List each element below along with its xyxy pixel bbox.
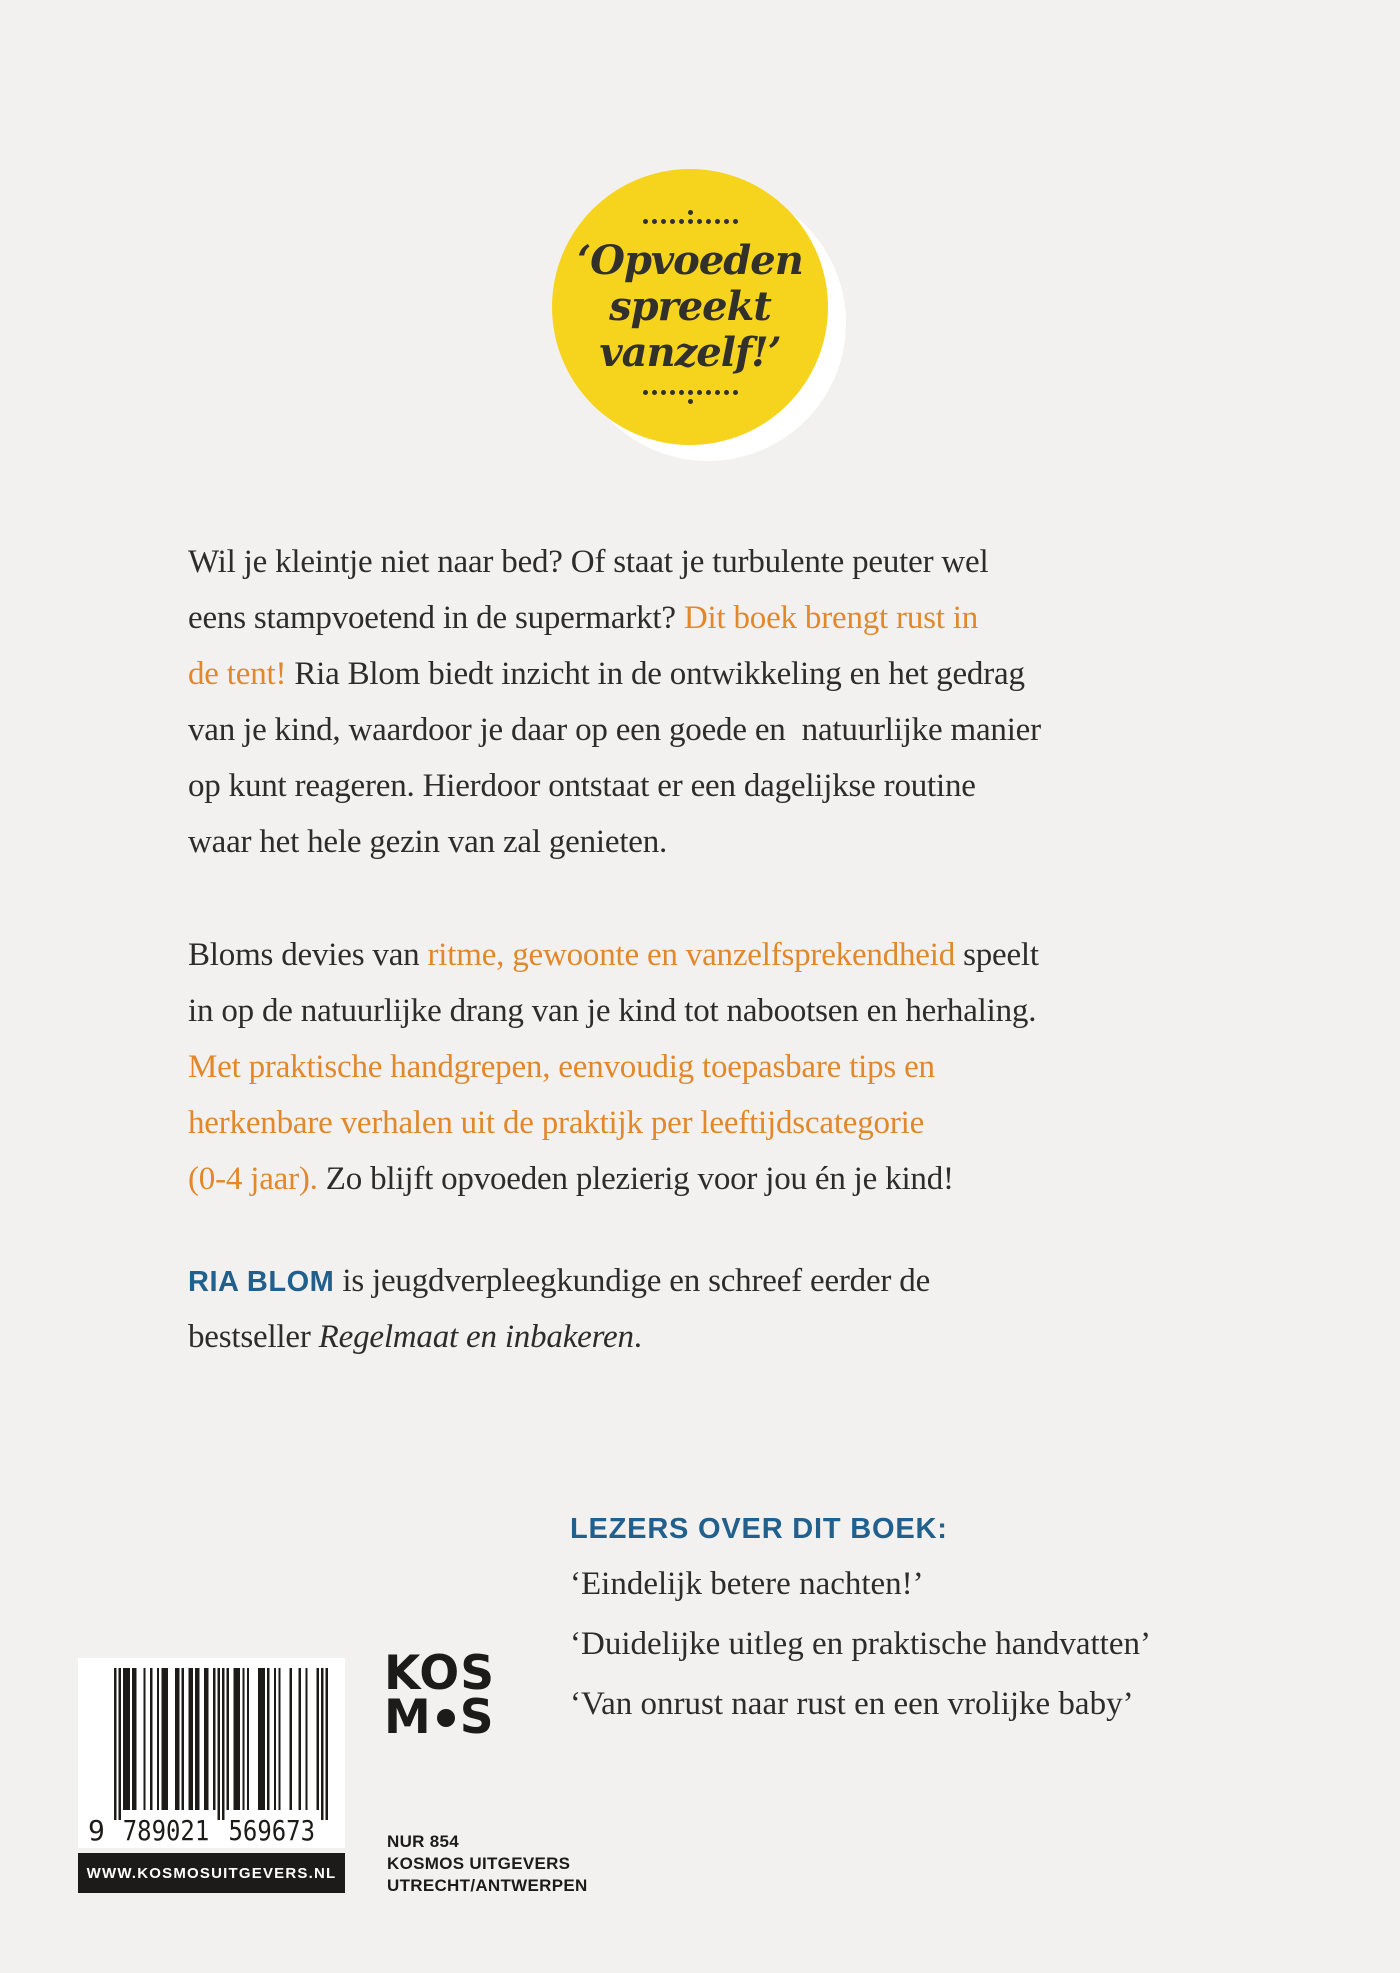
- ean13-barcode: [78, 1658, 345, 1848]
- publisher-info: [387, 1831, 588, 1897]
- badge-line: ‘Opvoeden: [577, 237, 803, 284]
- text-segment: eens stampvoetend in de supermarkt?: [188, 600, 684, 636]
- website-url: WWW.KOSMOSUITGEVERS.NL: [86, 1864, 337, 1882]
- badge-line: vanzelf!’: [599, 329, 781, 376]
- text-line: [188, 927, 1148, 983]
- text-segment: ritme, gewoonte en vanzelfsprekendheid: [427, 937, 956, 973]
- barcode-panel: [78, 1658, 345, 1848]
- text-segment: van je kind, waardoor je daar op een goede en natuurlijke manier: [188, 712, 1041, 748]
- text-segment: Wil je kleintje niet naar bed? Of staat je turbulente peuter wel: [188, 544, 989, 580]
- reader-quote: ‘Van onrust naar rust en een vrolijke baby’: [570, 1686, 1134, 1722]
- quote-badge: [552, 169, 828, 445]
- text-segment: waar het hele gezin van zal genieten.: [188, 824, 668, 860]
- logo-kos-text: KOS: [384, 1646, 496, 1701]
- text-line: [188, 534, 1148, 590]
- barcode-digits: 9: [88, 1814, 105, 1847]
- text-segment: Ria Blom biedt inzicht in de ontwikkeling en het gedrag: [294, 656, 1025, 692]
- paragraph: [188, 927, 1148, 1207]
- logo-row-bottom: [384, 1690, 495, 1745]
- barcode-digits: 569673: [228, 1814, 315, 1847]
- logo-s-text: S: [459, 1690, 495, 1745]
- author-name: RIA BLOM: [188, 1266, 335, 1298]
- publisher-cities: UTRECHT/ANTWERPEN: [387, 1876, 588, 1895]
- text-line: [188, 1095, 1148, 1151]
- dotted-ornament-bottom: [643, 390, 738, 404]
- paragraph: [188, 534, 1148, 870]
- text-segment: .: [633, 1319, 642, 1355]
- text-line: [188, 646, 1148, 702]
- text-line: [188, 1039, 1148, 1095]
- publisher-name: KOSMOS UITGEVERS: [387, 1854, 571, 1873]
- text-line: [188, 1253, 1148, 1309]
- text-segment: speelt: [955, 937, 1039, 973]
- paragraph: [188, 1253, 1148, 1365]
- barcode-digits: 789021: [122, 1814, 210, 1847]
- publisher-nur: NUR 854: [387, 1832, 460, 1851]
- kosmos-logo: [384, 1646, 496, 1745]
- dotted-ornament-top: [643, 210, 738, 224]
- readers-section: [570, 1512, 1151, 1734]
- reader-quote: ‘Duidelijke uitleg en praktische handvatten’: [570, 1626, 1151, 1662]
- badge-line: spreekt: [609, 283, 771, 330]
- logo-m-text: M: [384, 1690, 432, 1745]
- text-line: [188, 758, 1148, 814]
- text-segment: is jeugdverpleegkundige en schreef eerder de: [334, 1263, 931, 1299]
- text-segment: Regelmaat en inbakeren: [318, 1319, 634, 1355]
- text-segment: op kunt reageren. Hierdoor ontstaat er een dagelijkse routine: [188, 768, 976, 804]
- text-segment: Dit boek brengt rust in: [683, 600, 979, 636]
- text-segment: bestseller: [188, 1319, 319, 1355]
- readers-heading: LEZERS OVER DIT BOEK:: [570, 1513, 948, 1545]
- text-line: [188, 983, 1148, 1039]
- reader-quotes: [570, 1554, 1151, 1734]
- text-segment: Zo blijft opvoeden plezierig voor jou én je kind!: [325, 1161, 954, 1197]
- text-line: [188, 814, 1148, 870]
- text-line: [188, 1151, 1148, 1207]
- text-segment: Bloms devies van: [188, 937, 428, 973]
- text-segment: (0-4 jaar).: [188, 1161, 326, 1197]
- text-segment: de tent!: [188, 656, 295, 692]
- website-bar: [78, 1853, 345, 1893]
- reader-quote: ‘Eindelijk betere nachten!’: [570, 1566, 924, 1602]
- body-copy: [188, 534, 1148, 1365]
- logo-dot-icon: [437, 1709, 455, 1727]
- text-segment: Met praktische handgrepen, eenvoudig toepasbare tips en: [188, 1049, 935, 1085]
- badge-quote-text: [577, 238, 803, 376]
- text-line: [188, 1309, 1148, 1365]
- text-line: [188, 590, 1148, 646]
- text-line: [188, 702, 1148, 758]
- text-segment: herkenbare verhalen uit de praktijk per leeftijdscategorie: [188, 1105, 925, 1141]
- text-segment: in op de natuurlijke drang van je kind tot nabootsen en herhaling.: [188, 993, 1037, 1029]
